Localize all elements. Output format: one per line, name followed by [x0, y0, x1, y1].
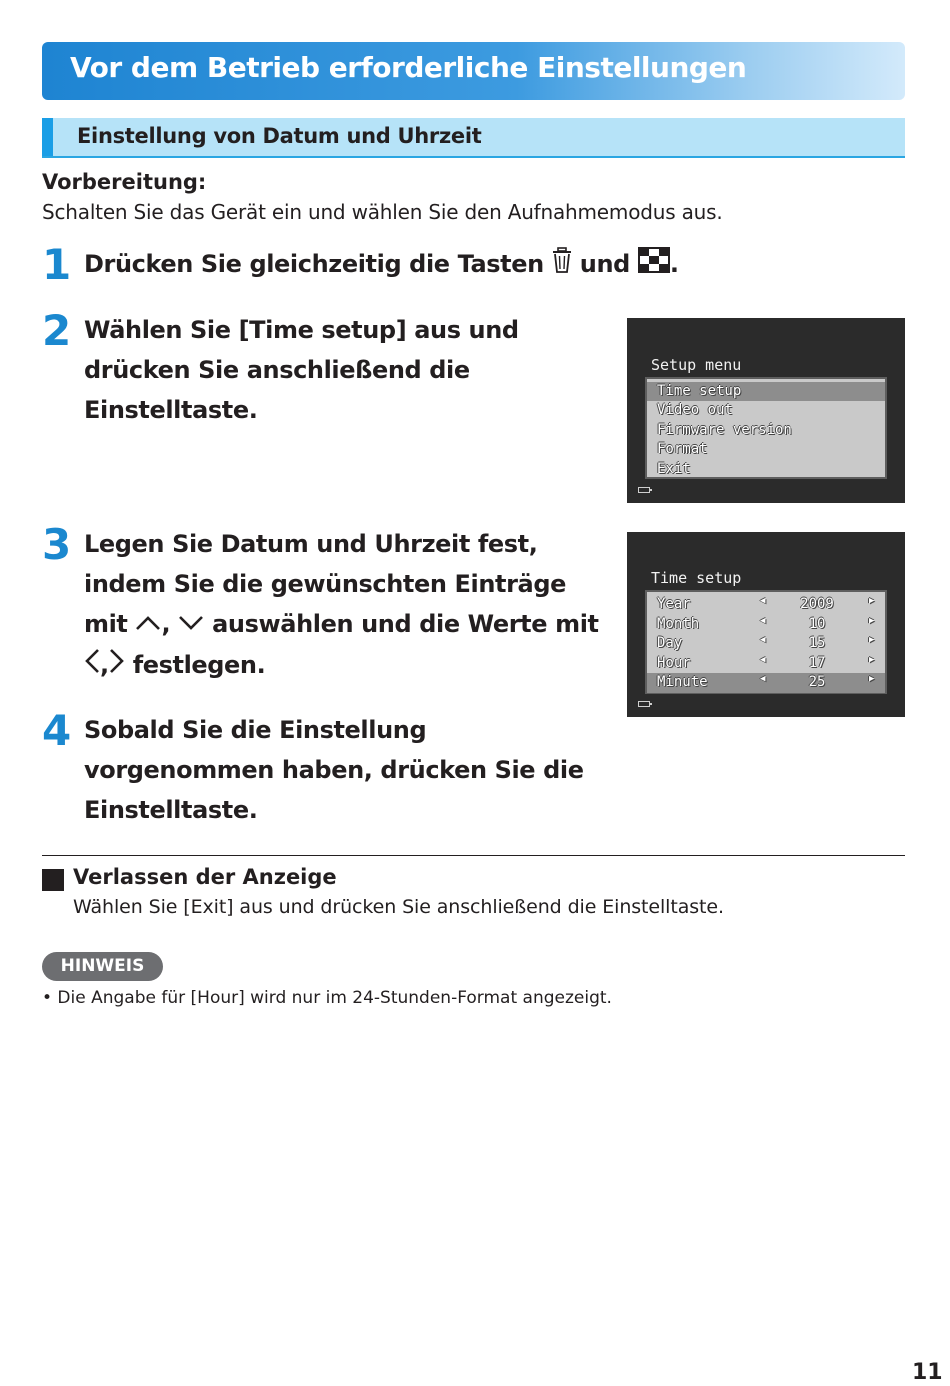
page-number: 11 — [912, 1360, 943, 1385]
step-2-line: Einstelltaste. — [84, 396, 258, 424]
square-bullet-icon — [42, 869, 64, 891]
menu-item-exit[interactable]: Exit — [657, 460, 691, 477]
step-4-line: vorgenommen haben, drücken Sie die — [84, 756, 584, 784]
setup-menu-title: Setup menu — [651, 356, 742, 374]
left-arrow-icon[interactable]: ◀ — [760, 635, 766, 645]
time-row-month[interactable] — [647, 615, 885, 635]
left-chevron-icon — [84, 646, 100, 686]
menu-item-firmware-version[interactable]: Firmware version — [657, 421, 792, 438]
step-3-line-3-sep: , — [161, 610, 171, 638]
battery-icon — [638, 701, 650, 707]
step-3-line-4-suffix: festlegen. — [132, 651, 266, 679]
step-1-part1: Drücken Sie gleichzeitig die Tasten — [84, 250, 544, 278]
right-arrow-icon[interactable]: ▶ — [869, 674, 875, 684]
menu-item-video-out[interactable]: Video out — [657, 402, 733, 419]
setup-menu-panel — [645, 377, 887, 479]
time-row-value: 10 — [808, 615, 826, 632]
time-setup-panel — [645, 590, 887, 694]
subheading-accent-bar — [42, 118, 53, 156]
time-row-value: 15 — [808, 635, 826, 651]
step-3-line-4-sep: , — [100, 651, 109, 679]
time-row-label: Hour — [657, 654, 691, 671]
section-banner — [42, 42, 905, 100]
menu-item-format[interactable]: Format — [657, 441, 708, 458]
time-row-label: Month — [657, 615, 700, 632]
time-row-value: 25 — [808, 674, 826, 690]
time-row-label: Minute — [657, 674, 708, 690]
section-divider — [42, 855, 905, 856]
note-text: • Die Angabe für [Hour] wird nur im 24-Stunden-Format angezeigt. — [42, 988, 612, 1008]
left-arrow-icon[interactable]: ◀ — [760, 596, 766, 606]
menu-item-time-setup[interactable]: Time setup — [647, 382, 885, 401]
right-arrow-icon[interactable]: ▶ — [869, 635, 875, 645]
step-3-text — [84, 524, 599, 686]
step-3-line-3-prefix: mit — [84, 610, 128, 638]
time-row-value: 2009 — [800, 596, 834, 612]
right-chevron-icon — [109, 646, 125, 686]
exit-text: Wählen Sie [Exit] aus und drücken Sie anschließend die Einstelltaste. — [73, 896, 724, 918]
right-arrow-icon[interactable]: ▶ — [869, 654, 875, 665]
step-4-text — [84, 710, 584, 830]
battery-icon — [638, 487, 650, 493]
time-row-day[interactable] — [647, 634, 885, 654]
step-1-part2: und — [579, 250, 630, 278]
step-3-line-1: Legen Sie Datum und Uhrzeit fest, — [84, 530, 538, 558]
left-arrow-icon[interactable]: ◀ — [760, 654, 766, 665]
banner-title: Vor dem Betrieb erforderliche Einstellungen — [70, 51, 747, 84]
step-3-number: 3 — [42, 520, 72, 569]
time-row-label: Day — [657, 635, 683, 651]
step-3-line-2: indem Sie die gewünschten Einträge — [84, 570, 566, 598]
step-1-part3: . — [669, 250, 679, 278]
trash-icon — [552, 245, 572, 285]
time-row-value: 17 — [808, 654, 826, 671]
step-2-text — [84, 310, 519, 430]
time-row-label: Year — [657, 596, 691, 612]
time-setup-screen — [627, 532, 905, 717]
step-1-text — [84, 244, 679, 285]
subheading-title: Einstellung von Datum und Uhrzeit — [77, 124, 482, 148]
step-1-number: 1 — [42, 240, 72, 289]
preparation-label: Vorbereitung: — [42, 170, 207, 194]
time-row-hour[interactable] — [647, 654, 885, 674]
down-chevron-icon — [178, 605, 204, 645]
subheading — [42, 118, 905, 158]
left-arrow-icon[interactable]: ◀ — [760, 674, 766, 684]
time-row-minute[interactable] — [647, 673, 885, 693]
step-2-number: 2 — [42, 306, 72, 355]
time-setup-title: Time setup — [651, 569, 742, 587]
right-arrow-icon[interactable]: ▶ — [869, 596, 875, 606]
exit-heading: Verlassen der Anzeige — [73, 865, 337, 889]
step-4-number: 4 — [42, 706, 72, 755]
step-3-line-3-suffix: auswählen und die Werte mit — [212, 610, 599, 638]
step-4-line: Sobald Sie die Einstellung — [84, 716, 427, 744]
right-arrow-icon[interactable]: ▶ — [869, 615, 875, 626]
up-chevron-icon — [135, 605, 161, 645]
note-badge: HINWEIS — [42, 952, 163, 981]
step-4-line: Einstelltaste. — [84, 796, 258, 824]
preparation-text: Schalten Sie das Gerät ein und wählen Sie den Aufnahmemodus aus. — [42, 200, 723, 224]
setup-menu-screen — [627, 318, 905, 503]
step-2-line: Wählen Sie [Time setup] aus und — [84, 316, 519, 344]
grid-icon — [638, 245, 670, 285]
step-2-line: drücken Sie anschließend die — [84, 356, 470, 384]
left-arrow-icon[interactable]: ◀ — [760, 615, 766, 626]
time-row-year[interactable] — [647, 595, 885, 615]
